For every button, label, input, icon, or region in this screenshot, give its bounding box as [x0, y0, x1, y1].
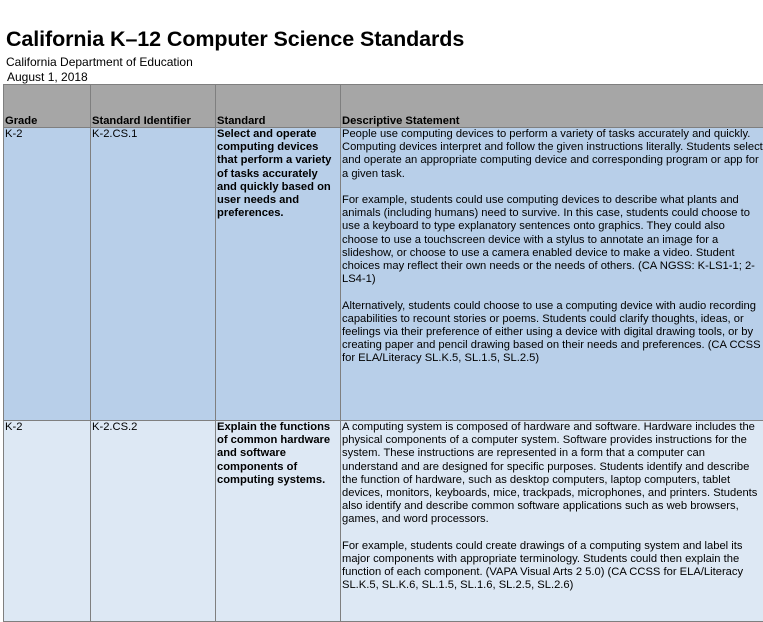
table-row — [4, 421, 763, 622]
cell-identifier: K-2.CS.2 — [91, 421, 216, 622]
cell-standard: Explain the functions of common hardware and software components of computing systems. — [216, 421, 341, 622]
header-descriptive-statement: Descriptive Statement — [341, 85, 763, 128]
document-title: California K–12 Computer Science Standards — [6, 27, 464, 52]
standards-table — [3, 84, 763, 622]
cell-identifier: K-2.CS.1 — [91, 128, 216, 421]
header-standard: Standard — [216, 85, 341, 128]
cell-description — [341, 421, 763, 622]
document-date: August 1, 2018 — [7, 70, 88, 84]
table-row — [4, 128, 763, 421]
cell-description — [341, 128, 763, 421]
header-grade: Grade — [4, 85, 91, 128]
table-header-row — [4, 85, 763, 128]
header-standard-identifier: Standard Identifier — [91, 85, 216, 128]
department-name: California Department of Education — [6, 55, 193, 69]
description-paragraph: People use computing devices to perform a variety of tasks accurately and quickly. Computing devices interpret and follow the given instructions literally. Students select and operate an appropriate computing device and corresponding program or app for a given task. — [342, 128, 763, 181]
description-paragraph: For example, students could create drawings of a computing system and label its major components with appropriate terminology. Students could then explain the function of each component. (VAPA Visual Arts 2 5.0) (CA CCSS for ELA/Literacy SL.K.5, SL.K.6, SL.1.5, SL.1.6, SL.2.5, SL.2.6) — [342, 540, 763, 593]
description-paragraph: For example, students could use computing devices to describe what plants and animals (including humans) need to survive. In this case, students could choose to use a keyboard to type explanatory sentences onto graphics. They could also choose to use a touchscreen device with a stylus to annotate an image for a slideshow, or choose to use a camera enabled device to make a video. Student choices may reflect their own needs or the needs of others. (CA NGSS: K-LS1-1; 2-LS4-1) — [342, 194, 763, 286]
description-paragraph: Alternatively, students could choose to use a computing device with audio recording capabilities to recount stories or poems. Students could clarify thoughts, ideas, or feelings via their preference of either using a device with digital drawing tools, or by creating paper and pencil drawing based on their needs and preferences. (CA CCSS for ELA/Literacy SL.K.5, SL.1.5, SL.2.5) — [342, 300, 763, 366]
cell-standard: Select and operate computing devices that perform a variety of tasks accurately and quickly based on user needs and preferences. — [216, 128, 341, 421]
cell-grade: K-2 — [4, 128, 91, 421]
cell-grade: K-2 — [4, 421, 91, 622]
description-paragraph: A computing system is composed of hardware and software. Hardware includes the physical components of a computer system. Software provides instructions for the system. These instructions are represented in a form that a computer can understand and are designed for specific purposes. Students identify and describe the function of hardware, such as desktop computers, laptop computers, tablet devices, monitors, keyboards, mice, trackpads, microphones, and printers. Students also identify and describe common software applications such as web browsers, games, and word processors. — [342, 421, 763, 527]
